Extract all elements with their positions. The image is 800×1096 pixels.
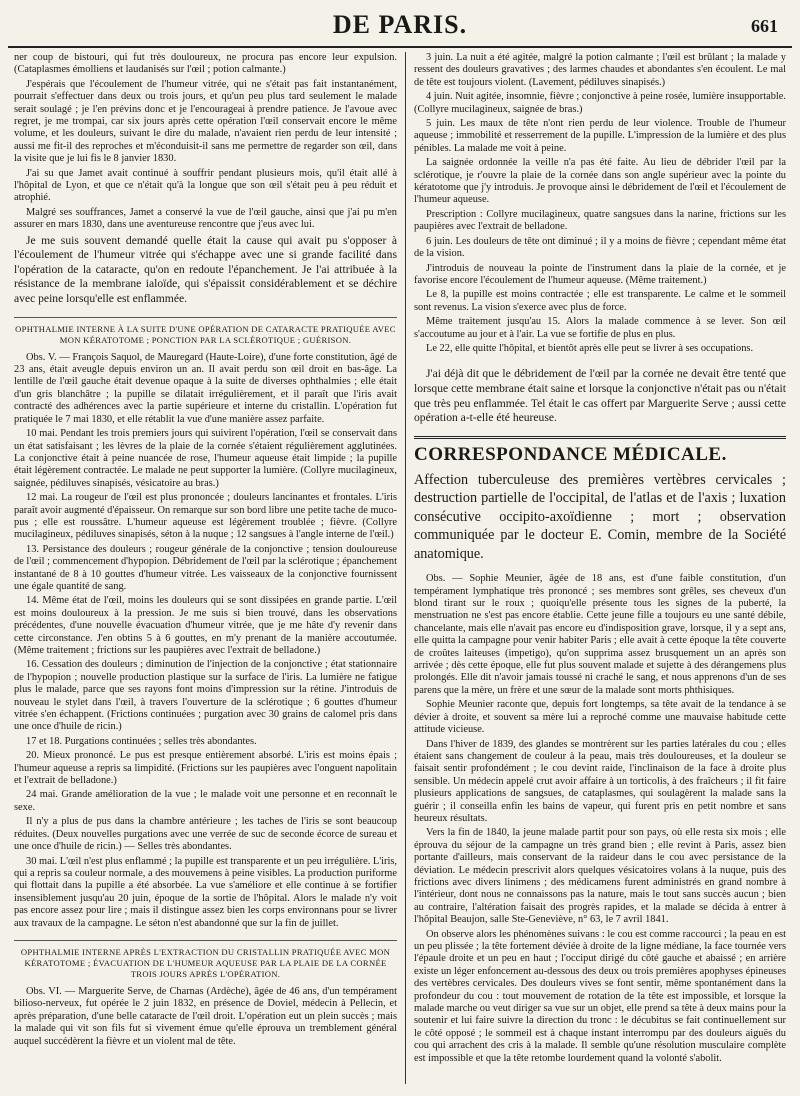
paragraph: Malgré ses souffrances, Jamet a conservé la vue de l'œil gauche, ainsi que j'ai pu m'en assurer en mars 1830, dans une aventureuse rencontre que j'eus avec lui. <box>14 206 397 231</box>
paragraph: Il n'y a plus de pus dans la chambre antérieure ; les taches de l'iris se sont beaucoup réduites. (Deux nouvelles purgations avec une verrée de suc de seconde écorce de sureau et une once d'huile de ricin.) — Selles très abondantes. <box>14 816 397 853</box>
paragraph: Obs. V. — François Saquol, de Mauregard (Haute-Loire), d'une forte constitution, âgé de 23 ans, était aveugle depuis environ un an. Il avait perdu son œil droit en bas-âge. La lentille de l'œil gauche était devenue opaque à la suite de diverses ophthalmies ; elle était d'un gris blanchâtre ; la pupille se dilatait irrégulièrement, et il paraît que l'iris avait contracté des adhérences avec la partie supérieure et interne du cristallin. L'opération fut pratiquée le 7 mai 1830, et elle rétablit la vue d'une manière assez parfaite. <box>14 351 397 425</box>
page-number: 661 <box>751 16 778 36</box>
paragraph: On observe alors les phénomènes suivans : le cou est comme raccourci ; la peau en est un peu plissée ; la tête fortement déviée à droite de la ligne médiane, la face tournée vers l'épaule droite et un peu en haut ; l'occiput dirigé du côté gauche et abaissé ; en arrière existe un léger enfoncement au-dessous des deux ou trois premières apophyses épineuses des vertèbres cervicales. Des douleurs vives se font sentir, même spontanément dans la profondeur du cou : tout mouvement de rotation de la tête est impossible, et lorsque la malade marche ou veut diriger sa vue sur un objet, elle prend sa tête à deux mains pour la soutenir et lui faire suivre la direction du tronc : le décubitus se fait continuellement sur le côté opposé ; le sommeil est à chaque instant interrompu par des douleurs aiguës du cou qui arrachent des cris à la malade. Il semble qu'une résolution musculaire complète est impossible et que la tête retombe lourdement quand la volonté s'abolit. <box>414 928 786 1064</box>
paragraph: 20. Mieux prononcé. Le pus est presque entièrement absorbé. L'iris est moins épais ; l'humeur aqueuse a repris sa limpidité. (Frictions sur les paupières avec l'onguent napolitain et l'extrait de belladone.) <box>14 750 397 787</box>
column-divider <box>405 52 406 1084</box>
paragraph: J'espérais que l'écoulement de l'humeur vitrée, qui ne s'était pas fait instantanément, pourrait s'effectuer dans deux ou trois jours, et qu'un peu plus tard seulement le malade serait soulagé ; je l'en prévins donc et je l'encourageai à prendre patience. Je l'avoue avec regret, je me trompai, car six jours après cette opération l'œil conservait encore le même volume, et les douleurs, suivant le dire du malade, n'avaient rien perdu de leur intensité ; aussi me fit-il des reproches et m'éconduisit-il sans me permettre de regarder son œil, dans la visite que je lui fis le 8 janvier 1830. <box>14 78 397 165</box>
paragraph: 13. Persistance des douleurs ; rougeur générale de la conjonctive ; tension douloureuse de l'œil ; commencement d'hypopion. Débridement de l'œil par la sclérotique ; épanchement instantané de 8 à 10 gouttes d'humeur vitrée. Les vaisseaux de la conjonctive fournissent une égale quantité de sang. <box>14 543 397 592</box>
paragraph: Sophie Meunier raconte que, depuis fort longtemps, sa tête avait de la tendance à se dévier à droite, et souvent sa mère lui a reproché comme une mauvaise habitude cette attitude vicieuse. <box>414 699 786 736</box>
paragraph: Obs. VI. — Marguerite Serve, de Charnas (Ardèche), âgée de 46 ans, d'un tempérament bilioso-nerveux, fut opérée le 2 juin 1832, en présence de Doviel, médecin à Pellecin, et après préparation, d'une belle cataracte de l'œil droit. L'opération eut un plein succès ; mais la malade qui vit son fils fut si vivement émue qu'elle éprouva un tremblement général auquel succédèrent la fièvre et un violent mal de tête. <box>14 985 397 1047</box>
paragraph: 14. Même état de l'œil, moins les douleurs qui se sont dissipées en grande partie. L'œil est moins douloureux à la pression. Je me suis si bien trouvé, dans les observations précédentes, d'une nouvelle évacuation d'humeur vitrée, que je me hâte d'y revenir dans cette circonstance. J'en obtins 5 à 6 gouttes, en m'y prenant de la manière accoutumée. (Même traitement ; frictions sur les paupières avec l'extrait de belladone.) <box>14 595 397 656</box>
paragraph: 3 juin. La nuit a été agitée, malgré la potion calmante ; l'œil est brûlant ; la malade y ressent des douleurs gravatives ; des larmes chaudes et abondantes s'en écoulent. Le mal de tête est toujours violent. (Lavement, pédiluves sinapisés.) <box>414 52 786 88</box>
paragraph: Dans l'hiver de 1839, des glandes se montrèrent sur les parties latérales du cou ; elles étaient sans changement de couleur à la peau, mais très douloureuses, et la douleur se faisait sentir profondément ; le cou devint raide, l'inclinaison de la face à droite plus sensible. Un médecin appelé crut avoir affaire à un torticolis, à des fraîcheurs ; il fit faire plusieurs applications de sangsues, de cataplasmes, qui soulagèrent la malade sans la guérir ; il conseilla enfin les bains de vapeur, qui furent pris en petit nombre et sans heureux résultats. <box>414 738 786 824</box>
paragraph: Même traitement jusqu'au 15. Alors la malade commence à se lever. Son œil s'accoutume au jour et à l'air. La vue se fortifie de plus en plus. <box>414 316 786 340</box>
paragraph: Le 22, elle quitte l'hôpital, et bientôt après elle peut se livrer à ses occupations. <box>426 342 754 354</box>
paragraph: J'ai su que Jamet avait continué à souffrir pendant plusieurs mois, qu'il était allé à l'hôpital de Lyon, et que ce n'était qu'à la longue que son œil s'était peu à peu réduit et atrophié. <box>14 167 397 204</box>
paragraph: 17 et 18. Purgations continuées ; selles très abondantes. <box>26 735 257 747</box>
paragraph: 12 mai. La rougeur de l'œil est plus prononcée ; douleurs lancinantes et frontales. L'iris paraît avoir augmenté d'épaisseur. On remarque sur son bord libre une petite tache de muco-pus ; elle est roussâtre. L'humeur aqueuse est légèrement troublée ; fièvre. (Collyre mucilagineux, pédiluves sinapisés, séton à la nuque ; 12 sangsues à l'angle interne de l'œil.) <box>14 492 397 541</box>
paragraph: 4 juin. Nuit agitée, insomnie, fièvre ; conjonctive à peine rosée, lumière insupportable. (Collyre mucilagineux, saignée de bras.) <box>414 91 786 115</box>
paragraph: 6 juin. Les douleurs de tête ont diminué ; il y a moins de fièvre ; cependant même état de la vision. <box>414 235 786 260</box>
paragraph: 30 mai. L'œil n'est plus enflammé ; la pupille est transparente et un peu irrégulière. L'iris, qui a repris sa couleur normale, a des mouvemens à peine visibles. La production puriforme qui flottait dans la pupille a été absorbée. La vue s'améliore et elle continue à se fortifier insensiblement jusqu'au 20 juin, époque de la sortie de l'hôpital. Alors le malade n'y voit pas encore assez pour lire ; mais il distingue assez bien les corps environnans pour se livrer aux travaux de la campagne. Le séton n'est abandonné que sur la fin de juillet. <box>14 855 397 929</box>
paragraph: Vers la fin de 1840, la jeune malade partit pour son pays, où elle resta six mois ; elle éprouva du séjour de la campagne un très grand bien ; elle revint à Paris, assez bien portante d'ailleurs, mais conservant de la raideur dans le cou avec persistance de la déviation. Le médecin prescrivit alors quelques vésicatoires volans à la nuque, puis des frictions avec divers linimens ; des médicamens furent administrés en grand nombre à l'intérieur, dont nous ne connaissons pas la nature, mais le tout sans succès aucun ; bien au contraire, l'altération faisait des progrès rapides, et la malade se décida à entrer à l'hôpital Beaujon, salle Ste-Geneviève, n° 63, le 7 avril 1841. <box>414 827 786 926</box>
header-rule <box>8 46 792 48</box>
section-rule <box>414 436 786 439</box>
paragraph: J'introduis de nouveau la pointe de l'instrument dans la plaie de la cornée, et je favorise encore l'écoulement de l'humeur aqueuse. (Même traitement.) <box>414 262 786 286</box>
running-title: DE PARIS. <box>332 10 468 39</box>
observation-heading: OPHTHALMIE INTERNE À LA SUITE D'UNE OPÉRATION DE CATARACTE PRATIQUÉE AVEC MON KÉRATOTOME ; PONCTION PAR LA SCLÉROTIQUE ; GUÉRISON. <box>14 317 397 346</box>
observation-heading: OPHTHALMIE INTERNE APRÈS L'EXTRACTION DU CRISTALLIN PRATIQUÉE AVEC MON KÉRATOTOME ; ÉVACUATION DE L'HUMEUR AQUEUSE PAR LA PLAIE DE LA CORNÉE TROIS JOURS APRÈS L'OPÉRATION. <box>14 940 397 980</box>
case-title: Affection tuberculeuse des premières vertèbres cervicales ; destruction partielle de l'occipital, de l'atlas et de l'axis ; luxation consécutive occipito-axoïdienne ; mort ; observation communiquée par le docteur E. Comin, membre de la Société anatomique. <box>414 471 786 562</box>
paragraph: La saignée ordonnée la veille n'a pas été faite. Au lieu de débrider l'œil par la sclérotique, je r'ouvre la plaie de la cornée dans son angle supérieur avec la pointe du kératotome que j'y introduis. Je provoque ainsi le débridement de l'œil et l'écoulement de l'humeur aqueuse. <box>414 157 786 206</box>
paragraph: Je me suis souvent demandé quelle était la cause qui avait pu s'opposer à l'écoulement de l'humeur vitrée qui s'échappe avec une si grande facilité dans l'opération de la cataracte, qu'on en redoute l'épanchement. Je l'ai attribuée à la résistance de la membrane ialoïde, qui s'épaissit considérablement et se déchire avec peine lorsqu'elle est enflammée. <box>14 233 397 306</box>
paragraph: 16. Cessation des douleurs ; diminution de l'injection de la conjonctive ; état stationnaire de l'hypopion ; nouvelle production plastique sur la surface de l'iris. La lumière ne fatigue plus le malade, parce que ses rayons font moins d'impression sur la rétine. J'introduis de nouveau le stylet dans l'œil, à travers l'ouverture de la sclérotique ; 6 gouttes d'humeur vitrée s'en échappent. (Frictions continuées ; purgation avec 30 grains de calomel pris dans une once d'huile de ricin.) <box>14 659 397 733</box>
paragraph: 10 mai. Pendant les trois premiers jours qui suivirent l'opération, l'œil se conservait dans un état satisfaisant ; les lèvres de la plaie de la cornée s'étaient régulièrement agglutinées. La conjonctive était à peine nuancée de rose, l'humeur aqueuse était limpide ; la pupille était légèrement contractée. Le malade ne peut supporter la lumière. (Collyre mucilagineux, saignée, pédiluves sinapisés, vésicatoire au bras.) <box>14 428 397 489</box>
paragraph: 5 juin. Les maux de tête n'ont rien perdu de leur violence. Trouble de l'humeur aqueuse ; immobilité et resserrement de la pupille. L'impression de la lumière et des plus pénibles. La malade me voit à peine. <box>414 118 786 154</box>
paragraph: Obs. — Sophie Meunier, âgée de 18 ans, est d'une faible constitution, d'un tempérament lymphatique très prononcé ; ses membres sont grêles, ses cheveux d'un blond tirant sur le roux ; quoiqu'elle présente tous les signes de la puberté, la menstruation ne s'est pas encore établie. Cette jeune fille a toujours eu une santé débile, chancelante, mais elle n'avait pas encore eu d'indisposition grave, lorsque, il y a sept ans, elle quitta la campagne pour venir habiter Paris ; elle avait à cette époque la tête couverte de croûtes laiteuses (impetigo), qu'on supprima assez brusquement un an après son arrivée ; dès cette époque, elle fut plus souvent malade et sujette à des dérangemens plus prolongés. Elle dit n'avoir jamais toussé ni craché le sang, et nous apprenons d'un de ses parens que la mère, un frère et une sœur de la malade sont morts phthisiques. <box>414 573 786 696</box>
paragraph: 24 mai. Grande amélioration de la vue ; le malade voit une personne et en reconnaît le sexe. <box>14 789 397 813</box>
spacer <box>414 357 786 367</box>
paragraph: Le 8, la pupille est moins contractée ; elle est transparente. Le calme et le sommeil sont revenus. La vision s'exerce avec plus de force. <box>414 289 786 313</box>
conclusion-paragraph: J'ai déjà dit que le débridement de l'œil par la cornée ne devait être tenté que lorsque cette membrane était saine et lorsque la conjonctive n'était pas ou n'était que très peu enflammée. Tel était le cas offert par Marguerite Serve ; aussi cette opération a-t-elle été heureuse. <box>414 367 786 425</box>
right-column <box>414 52 786 1084</box>
left-column <box>14 52 397 1084</box>
paragraph: ner coup de bistouri, qui fut très douloureux, ne procura pas encore leur expulsion. (Cataplasmes émolliens et laudanisés sur l'œil ; potion calmante.) <box>14 52 397 76</box>
section-title: CORRESPONDANCE MÉDICALE. <box>414 443 727 465</box>
paragraph: Prescription : Collyre mucilagineux, quatre sangsues dans la narine, frictions sur les paupières avec l'extrait de belladone. <box>414 208 786 233</box>
